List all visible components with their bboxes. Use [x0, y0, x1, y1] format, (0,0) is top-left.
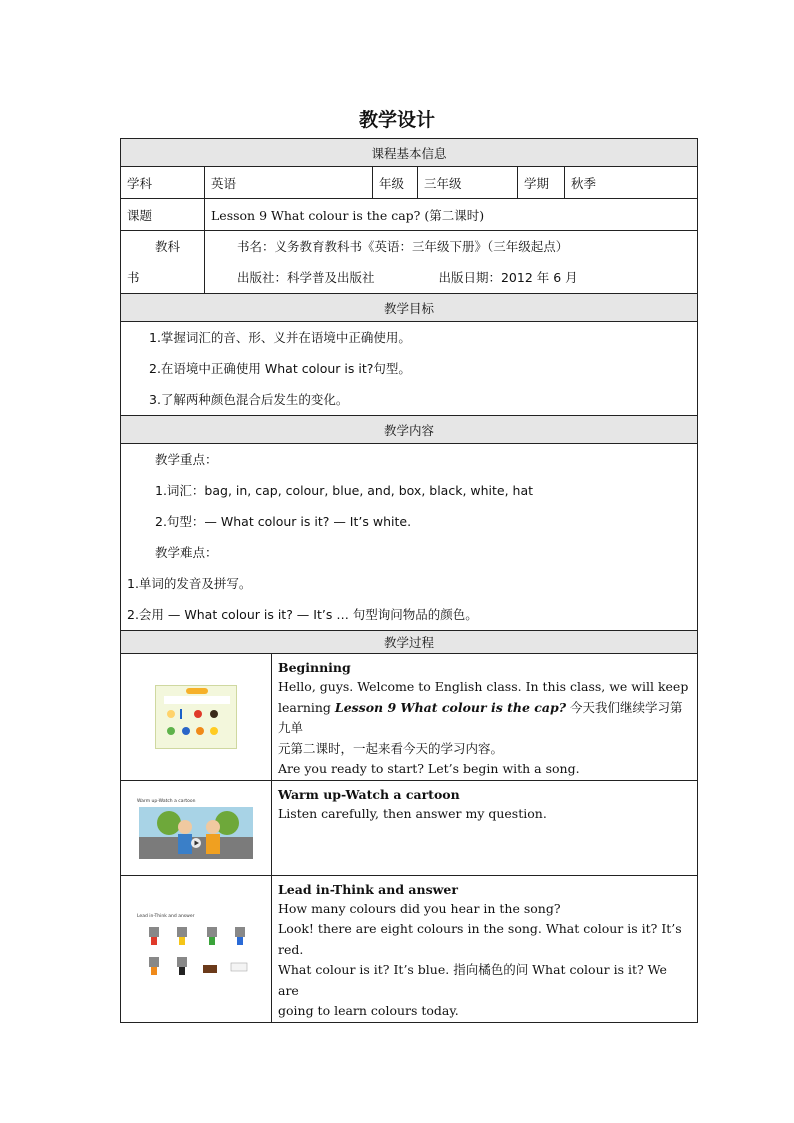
section-basic-info: 课程基本信息 — [121, 139, 698, 167]
objective-3: 3.了解两种颜色混合后发生的变化。 — [149, 392, 349, 407]
grade-value: 三年级 — [418, 167, 518, 199]
svg-text:Warm up-Watch a cartoon: Warm up-Watch a cartoon — [137, 798, 196, 804]
publisher-line — [237, 262, 691, 293]
subject-label: 学科 — [121, 167, 205, 199]
book-name: 书名：义务教育教科书《英语：三年级下册》（三年级起点） — [237, 239, 569, 254]
textbook-label — [121, 231, 205, 294]
paint-buckets-thumbnail — [135, 909, 257, 989]
step-1-content — [272, 654, 698, 781]
textbook-label-1: 教科 — [155, 239, 181, 254]
subject-value: 英语 — [205, 167, 373, 199]
step-1-line-1: Hello, guys. Welcome to English class. In this class, we will keep — [278, 679, 689, 694]
difficulty-1: 1.单词的发音及拼写。 — [127, 576, 252, 591]
section-objectives: 教学目标 — [121, 294, 698, 322]
objectives-list — [121, 322, 698, 416]
page-title: 教学设计 — [358, 109, 435, 131]
step-1-line-3: 元第二课时，一起来看今天的学习内容。 — [278, 740, 504, 756]
step-3-line-4: going to learn colours today. — [278, 1003, 459, 1018]
step-1-line-2: learning Lesson 9 What colour is the cap? 今天我们继续学习第九单 — [278, 699, 683, 735]
song-slide-thumbnail — [155, 685, 237, 749]
step-3-line-1: How many colours did you hear in the song? — [278, 900, 561, 916]
grade-label: 年级 — [373, 167, 418, 199]
objective-2: 2.在语境中正确使用 What colour is it?句型。 — [149, 361, 411, 376]
section-process: 教学过程 — [121, 631, 698, 654]
topic-label: 课题 — [121, 199, 205, 231]
step-1-line-4: Are you ready to start? Let’s begin with a song. — [278, 761, 580, 776]
key-sentence: 2.句型：— What colour is it? — It’s white. — [155, 514, 412, 529]
difficulty-label: 教学难点： — [155, 545, 218, 560]
lesson-plan-table — [120, 138, 698, 1023]
key-vocab: 1.词汇：bag, in, cap, colour, blue, and, box, black, white, hat — [155, 483, 534, 498]
lesson-title-emphasis: Lesson 9 What colour is the cap? — [334, 699, 567, 715]
step-2-thumb-cell — [121, 780, 272, 875]
step-3-content — [272, 875, 698, 1022]
cartoon-video-thumbnail — [135, 795, 257, 861]
textbook-info — [205, 231, 698, 294]
step-2-line-1: Listen carefully, then answer my question. — [278, 805, 547, 821]
pub-date: 出版日期：2012 年 6 月 — [438, 270, 578, 285]
objective-1: 1.掌握词汇的音、形、义并在语境中正确使用。 — [149, 330, 411, 345]
publisher: 出版社：科学普及出版社 — [237, 270, 375, 285]
svg-text:Lead in-Think and answer: Lead in-Think and answer — [137, 913, 195, 919]
step-1-title: Beginning — [278, 660, 351, 675]
key-label: 教学重点： — [155, 452, 218, 467]
topic-value: Lesson 9 What colour is the cap? (第二课时) — [205, 199, 698, 231]
difficulty-2: 2.会用 — What colour is it? — It’s … 句型询问物品的颜色。 — [127, 607, 478, 622]
step-2-content — [272, 780, 698, 875]
step-3-line-2: Look! there are eight colours in the song. What colour is it? It’s red. — [278, 921, 682, 957]
step-1-thumb-cell — [121, 654, 272, 781]
textbook-label-2: 书 — [127, 270, 140, 285]
step-2-title: Warm up-Watch a cartoon — [278, 786, 460, 802]
term-label: 学期 — [518, 167, 565, 199]
term-value: 秋季 — [565, 167, 698, 199]
section-content: 教学内容 — [121, 416, 698, 444]
step-3-line-3: What colour is it? It’s blue. 指向橘色的问 What colour is it? We are — [278, 962, 667, 998]
step-3-title: Lead in-Think and answer — [278, 881, 458, 897]
content-block — [121, 444, 698, 631]
step-3-thumb-cell — [121, 875, 272, 1022]
